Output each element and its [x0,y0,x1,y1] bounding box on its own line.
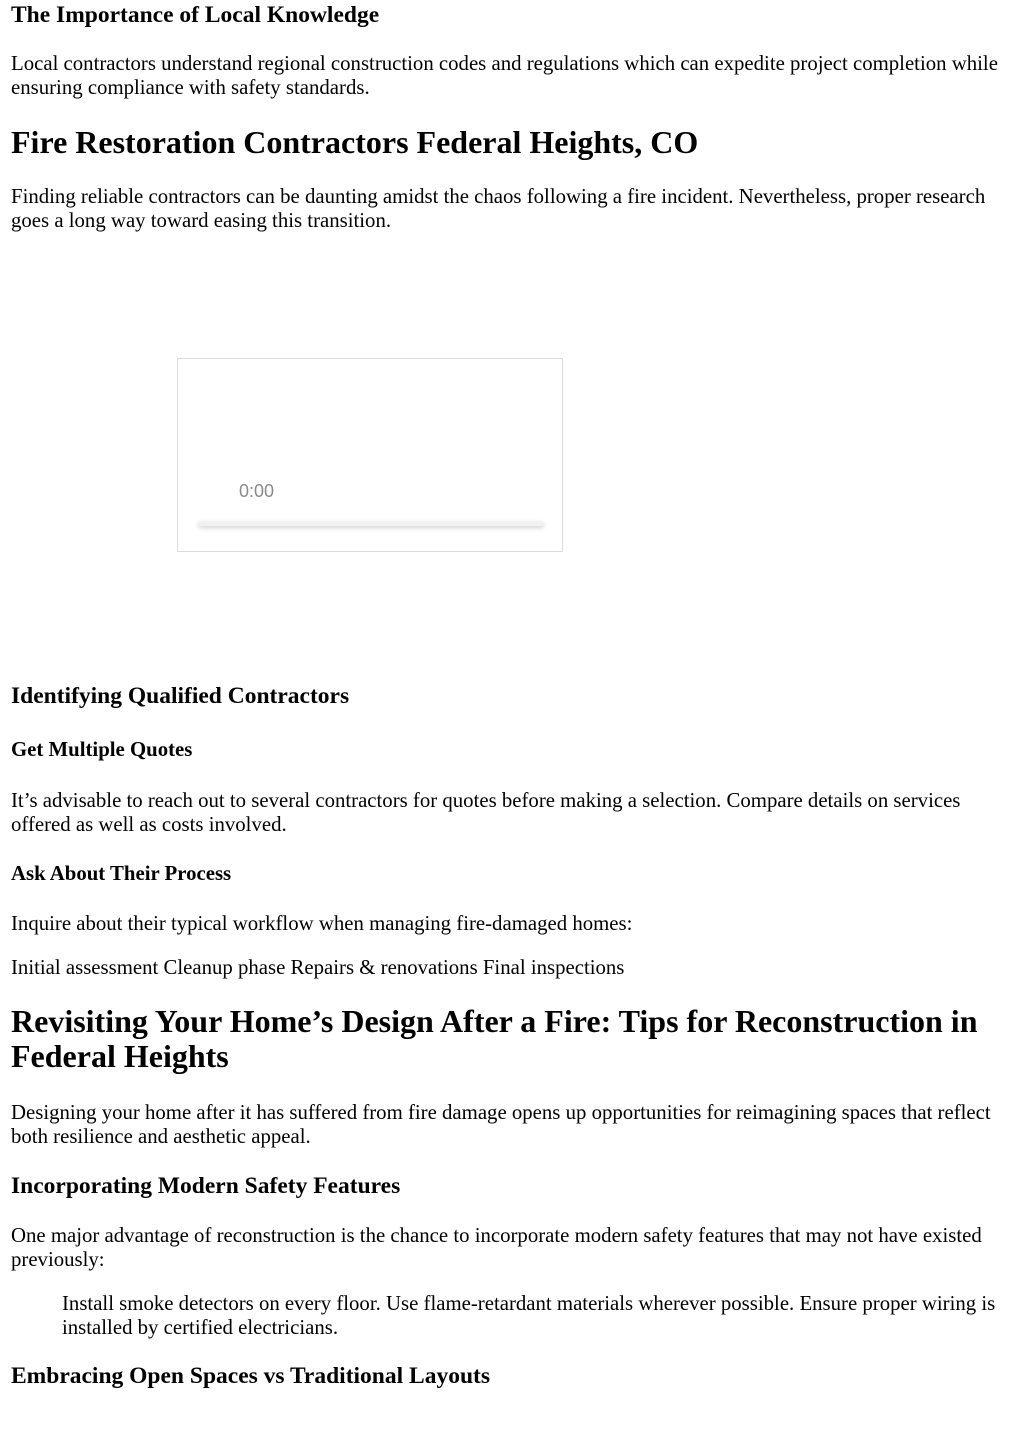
heading-identifying-contractors: Identifying Qualified Contractors [11,683,350,709]
paragraph-local-knowledge: Local contractors understand regional construction codes and regulations which can expedite project completion while ensuring compliance with safety standards. [11,52,998,99]
video-time-display: 0:00 [239,481,275,501]
paragraph-process-steps: Initial assessment Cleanup phase Repairs & renovations Final inspections [11,956,625,979]
paragraph-fire-restoration: Finding reliable contractors can be daunting amidst the chaos following a fire incident. Nevertheless, proper research goes a long way toward easing this transition. [11,185,986,232]
video-player[interactable] [177,358,563,552]
heading-fire-restoration: Fire Restoration Contractors Federal Heights, CO [11,124,699,160]
heading-local-knowledge: The Importance of Local Knowledge [11,2,380,28]
paragraph-ask-process: Inquire about their typical workflow when managing fire-damaged homes: [11,912,633,935]
heading-safety-features: Incorporating Modern Safety Features [11,1173,401,1199]
paragraph-revisiting-design: Designing your home after it has suffered from fire damage opens up opportunities for reimagining spaces that reflect both resilience and aesthetic appeal. [11,1101,991,1148]
heading-multiple-quotes: Get Multiple Quotes [11,738,193,761]
heading-revisiting-design: Revisiting Your Home’s Design After a Fire: Tips for Reconstruction in Federal Heights [11,1003,978,1074]
paragraph-safety-features: One major advantage of reconstruction is the chance to incorporate modern safety features that may not have existed previously: [11,1224,982,1271]
heading-open-spaces: Embracing Open Spaces vs Traditional Layouts [11,1363,490,1389]
blockquote-safety-list: Install smoke detectors on every floor. Use flame-retardant materials wherever possible. Ensure proper wiring is installed by certified electricians. [62,1292,996,1339]
paragraph-multiple-quotes: It’s advisable to reach out to several contractors for quotes before making a selection. Compare details on services offered as well as costs involved. [11,789,961,836]
heading-ask-process: Ask About Their Process [11,862,232,885]
video-progress-bar[interactable] [198,521,544,526]
